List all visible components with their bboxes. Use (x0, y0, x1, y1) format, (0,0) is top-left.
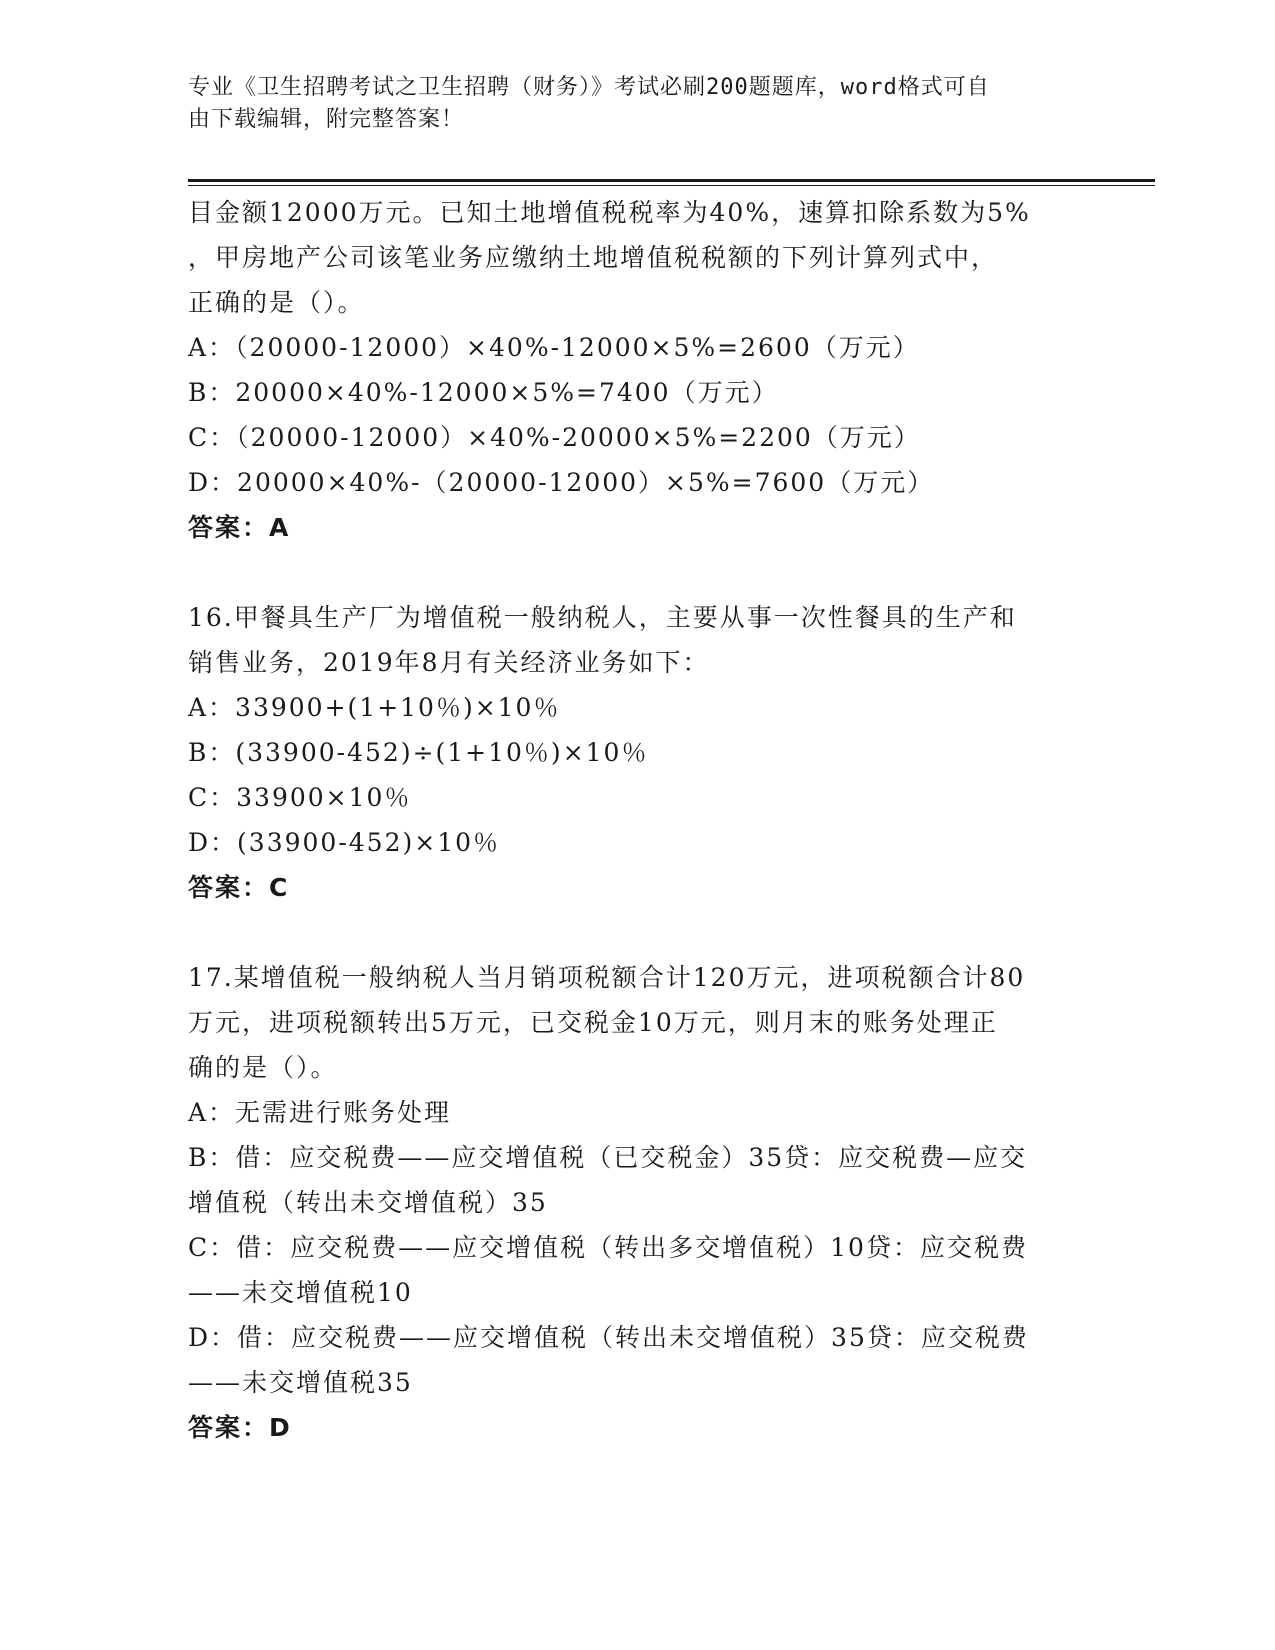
page-header (188, 72, 1068, 136)
option-b: B：借：应交税费——应交增值税（已交税金）35贷：应交税费—应交 (188, 1143, 1028, 1172)
question-16 (188, 595, 1088, 910)
header-divider-thin (188, 185, 1155, 186)
option-a: A：33900+(1+10％)×10％ (188, 693, 561, 722)
option-d: D：20000×40%-（20000-12000）×5%=7600（万元） (188, 468, 935, 497)
question-list (188, 190, 1088, 1450)
option-c: C：（20000-12000）×40%-20000×5%=2200（万元） (188, 423, 921, 452)
question-stem-line: 确的是（）。 (188, 1053, 338, 1082)
option-c: C：借：应交税费——应交增值税（转出多交增值税）10贷：应交税费 (188, 1233, 1028, 1262)
question-stem-line: 销售业务，2019年8月有关经济业务如下： (188, 648, 710, 677)
question-17 (188, 955, 1088, 1450)
header-divider-thick (188, 179, 1155, 182)
question-stem-line: 16.甲餐具生产厂为增值税一般纳税人，主要从事一次性餐具的生产和 (188, 603, 1017, 632)
option-d-continued: ——未交增值税35 (188, 1368, 413, 1397)
option-b-continued: 增值税（转出未交增值税）35 (188, 1188, 548, 1217)
option-a: A：无需进行账务处理 (188, 1098, 452, 1127)
question-stem-line: 正确的是（）。 (188, 288, 365, 317)
option-d: D：借：应交税费——应交增值税（转出未交增值税）35贷：应交税费 (188, 1323, 1029, 1352)
answer-label: 答案：A (188, 513, 291, 542)
question-stem-line: 万元，进项税额转出5万元，已交税金10万元，则月末的账务处理正 (188, 1008, 998, 1037)
header-title-line-1: 专业《卫生招聘考试之卫生招聘（财务）》考试必刷200题题库，word格式可自 (188, 75, 990, 100)
option-c: C：33900×10％ (188, 783, 412, 812)
question-spacer (188, 550, 1088, 595)
question-15 (188, 190, 1088, 550)
option-b: B：20000×40%-12000×5%=7400（万元） (188, 378, 779, 407)
option-b: B：(33900-452)÷(1+10％)×10％ (188, 738, 649, 767)
option-a: A：（20000-12000）×40%-12000×5%=2600（万元） (188, 333, 920, 362)
question-stem-line: 目金额12000万元。已知土地增值税税率为40%，速算扣除系数为5% (188, 198, 1031, 227)
header-title-line-2: 由下载编辑，附完整答案！ (188, 107, 465, 132)
question-stem-line: 17.某增值税一般纳税人当月销项税额合计120万元，进项税额合计80 (188, 963, 1026, 992)
answer-label: 答案：D (188, 1413, 292, 1442)
question-spacer (188, 910, 1088, 955)
answer-label: 答案：C (188, 873, 290, 902)
option-c-continued: ——未交增值税10 (188, 1278, 413, 1307)
question-stem-line: ，甲房地产公司该笔业务应缴纳土地增值税税额的下列计算列式中， (188, 243, 999, 272)
option-d: D：(33900-452)×10％ (188, 828, 501, 857)
